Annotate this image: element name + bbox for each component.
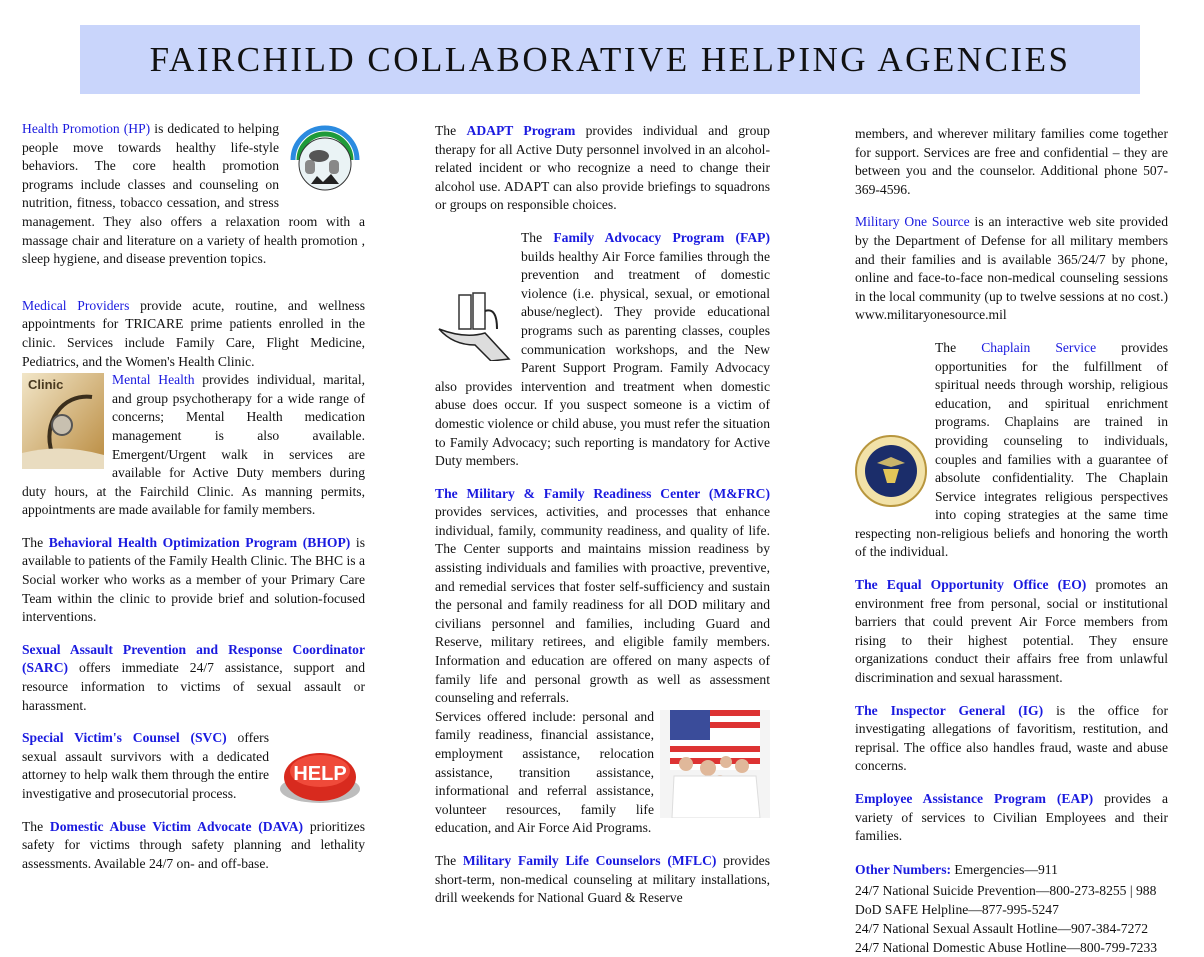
other-numbers-label: Other Numbers: bbox=[855, 861, 952, 877]
page-title: FAIRCHILD COLLABORATIVE HELPING AGENCIES bbox=[149, 39, 1071, 79]
help-button-icon bbox=[275, 745, 365, 807]
section-ig: The Inspector General (IG) is the office for investigating allegations of favoritism, restitution, and reprisal. The office also handles fraud, waste and abuse concerns. bbox=[855, 702, 1168, 774]
svc-link[interactable]: Special Victim's Counsel (SVC) bbox=[22, 730, 227, 746]
phone-line: DoD SAFE Helpline—877-995-5247 bbox=[855, 901, 1059, 917]
section-dava: The Domestic Abuse Victim Advocate (DAVA) prioritizes safety for victims through safety planning and lethality assessments. Available 24/7 on- and off-base. bbox=[22, 818, 365, 871]
section-svc: HELP Special Victim's Counsel (SVC) offers sexual assault survivors with a dedicated attorney to help walk them through the entire investigative and prosecutorial process. bbox=[22, 729, 365, 803]
phone-line: 24/7 National Domestic Abuse Hotline—800-799-7233 bbox=[855, 939, 1158, 955]
mfrc-link[interactable]: The Military & Family Readiness Center (M&FRC) bbox=[435, 485, 770, 501]
eap-link[interactable]: Employee Assistance Program (EAP) bbox=[855, 791, 1094, 806]
health-wellness-logo-icon bbox=[285, 120, 365, 200]
column-2 bbox=[435, 120, 770, 922]
mflc-link[interactable]: Military Family Life Counselors (MFLC) bbox=[462, 852, 717, 868]
dava-link[interactable]: Domestic Abuse Victim Advocate (DAVA) bbox=[49, 818, 304, 834]
section-health-promotion: Health Promotion (HP) is dedicated to helping people move towards healthy life-style behaviors. The core health promotion programs include classes and counseling on nutrition, fitness, tobacco cessation, and stress management. They also offers a relaxation room with a massage chair and literature on a variety of health promotion , sleep hygiene, and disease prevention topics. bbox=[22, 121, 365, 267]
sarc-link[interactable]: Sexual Assault Prevention and Response Coordinator (SARC) bbox=[22, 641, 365, 676]
phone-line: 24/7 National Sexual Assault Hotline—907-384-7272 bbox=[855, 920, 1148, 936]
section-sarc: Sexual Assault Prevention and Response Coordinator (SARC) offers immediate 24/7 assistance, support and resource information to victims of sexual assault or harassment. bbox=[22, 641, 365, 713]
bhop-link[interactable]: Behavioral Health Optimization Program (BHOP) bbox=[48, 534, 351, 550]
section-bhop: The Behavioral Health Optimization Program (BHOP) is available to patients of the Family Health Clinic. The BHC is a Social worker who works as a member of your Primary Care Team within the clinic to provide brief and solution-focused interventions. bbox=[22, 534, 365, 625]
section-military-one-source: Military One Source is an interactive web site provided by the Department of Defense for all military members and their families and is available 365/24/7 by phone, online and face-to-face non-medical counseling sessions in the local community (up to twelve sessions at no cost.) www.militaryonesource.mil bbox=[855, 214, 1168, 323]
title-banner bbox=[80, 25, 1140, 94]
section-medical-providers: Medical Providers provide acute, routine, and wellness appointments for TRICARE prime patients enrolled in the clinic. Services include Family Care, Flight Medicine, Pediatrics, and the Women's Health Clinic. bbox=[22, 297, 366, 369]
chaplain-link[interactable]: Chaplain Service bbox=[981, 339, 1097, 355]
section-mfrc: The Military & Family Readiness Center (M&FRC) provides services, activities, and processes that enhance individual, family, community readiness, and quality of life. The Center supports and maintains mission readiness by assisting individuals and families with proactive, preventive, and remedial services that foster self-sufficiency and sustain the personal and family readiness for all DOD military and civilians personnel and families, including Guard and Reserve, military retirees, and eligible family members. Information and education are offered on many aspects of family life and personal growth as well as assessment counseling and referrals. bbox=[435, 485, 770, 706]
svg-text:HELP: HELP bbox=[293, 763, 347, 786]
column-1 bbox=[22, 120, 365, 887]
mental-health-link[interactable]: Mental Health bbox=[112, 372, 195, 388]
other-numbers-list: Other Numbers: Emergencies—911 24/7 National Suicide Prevention—800-273-8255 | 988 DoD SAFE Helpline—877-995-5247 24/7 National Sexual Assault Hotline—907-384-7272 24/7 National Domestic Abuse Hotline—800-799-7233 bbox=[855, 860, 1168, 957]
health-promotion-link[interactable]: Health Promotion (HP) bbox=[22, 121, 151, 136]
hands-family-icon bbox=[435, 289, 513, 361]
section-mental-health: Clinic Mental Health provides individual, marital, and group psychotherapy for a wide range of concerns; Mental Health medication management is also available. Emergent/Urgent walk in services are available for Active Duty members during duty hours, at the Fairchild Clinic. As manning permits, appointments are made available for family members. bbox=[22, 372, 365, 518]
section-chaplain: The Chaplain Service provides opportunities for the fulfillment of spiritual needs through worship, religious education, and spiritual enrichment programs. Chaplains are trained in providing counseling to individuals, couples and families with a guarantee of absolute confidentiality. The Chaplain Service integrates religious perspectives into coping strategies at the same time respecting non-religious beliefs and honoring the worth of the individual. bbox=[855, 339, 1168, 560]
section-mflc: The Military Family Life Counselors (MFLC) provides short-term, non-medical counseling at military installations, drill weekends for National Guard & Reserve bbox=[435, 852, 770, 906]
section-eap: Employee Assistance Program (EAP) provides a variety of services to Civilian Employees and their families. bbox=[855, 791, 1168, 844]
medical-providers-link[interactable]: Medical Providers bbox=[22, 297, 130, 313]
column-3 bbox=[855, 125, 1168, 957]
clinic-stethoscope-image-icon bbox=[22, 373, 104, 469]
eo-link[interactable]: The Equal Opportunity Office (EO) bbox=[855, 577, 1087, 593]
chaplain-seal-icon bbox=[855, 435, 927, 507]
section-eo: The Equal Opportunity Office (EO) promotes an environment free from personal, social or institutional barriers that could prevent Air Force members from rising to their highest potential. They ensure organizations conduct their affairs free from unlawful discrimination and sexual harassment. bbox=[855, 577, 1168, 686]
section-mflc-continued: members, and wherever military families come together for support. Services are free and confidential – they are between you and the counselor. Additional phone 507-369-4596. bbox=[855, 126, 1168, 197]
adapt-link[interactable]: ADAPT Program bbox=[466, 123, 576, 138]
section-fap: The Family Advocacy Program (FAP) builds healthy Air Force families through the prevention and treatment of domestic violence (i.e. physical, sexual, or emotional abuse/neglect). They provide educational programs such as parenting classes, couples communication workshops, and the New Parent Support Program. Family Advocacy also provides intervention and treatment when domestic abuse does occur. If you suspect someone is a victim of domestic violence or child abuse, you must refer the situation to Family Advocacy; such reporting is mandatory for Active Duty members. bbox=[435, 229, 770, 469]
section-adapt: The ADAPT Program provides individual and group therapy for all Active Duty personnel involved in an alcohol-related incident or who recognize a need to change their alcohol use. ADAPT can also provide briefings to squadrons or groups on responsible choices. bbox=[435, 123, 770, 213]
fap-link[interactable]: Family Advocacy Program (FAP) bbox=[553, 229, 770, 245]
section-mfrc-services: Services offered include: personal and family readiness, financial assistance, employment assistance, relocation assistance, transition assistance, informational and referral assistance, volunteer resources, family life education, and Air Force Aid Programs. bbox=[435, 708, 770, 838]
phone-line: 24/7 National Suicide Prevention—800-273-8255 | 988 bbox=[855, 882, 1157, 898]
family-flag-photo-icon bbox=[660, 710, 770, 818]
ig-link[interactable]: The Inspector General (IG) bbox=[855, 702, 1044, 718]
military-one-source-link[interactable]: Military One Source bbox=[855, 214, 970, 230]
svg-text:Clinic: Clinic bbox=[28, 377, 64, 393]
